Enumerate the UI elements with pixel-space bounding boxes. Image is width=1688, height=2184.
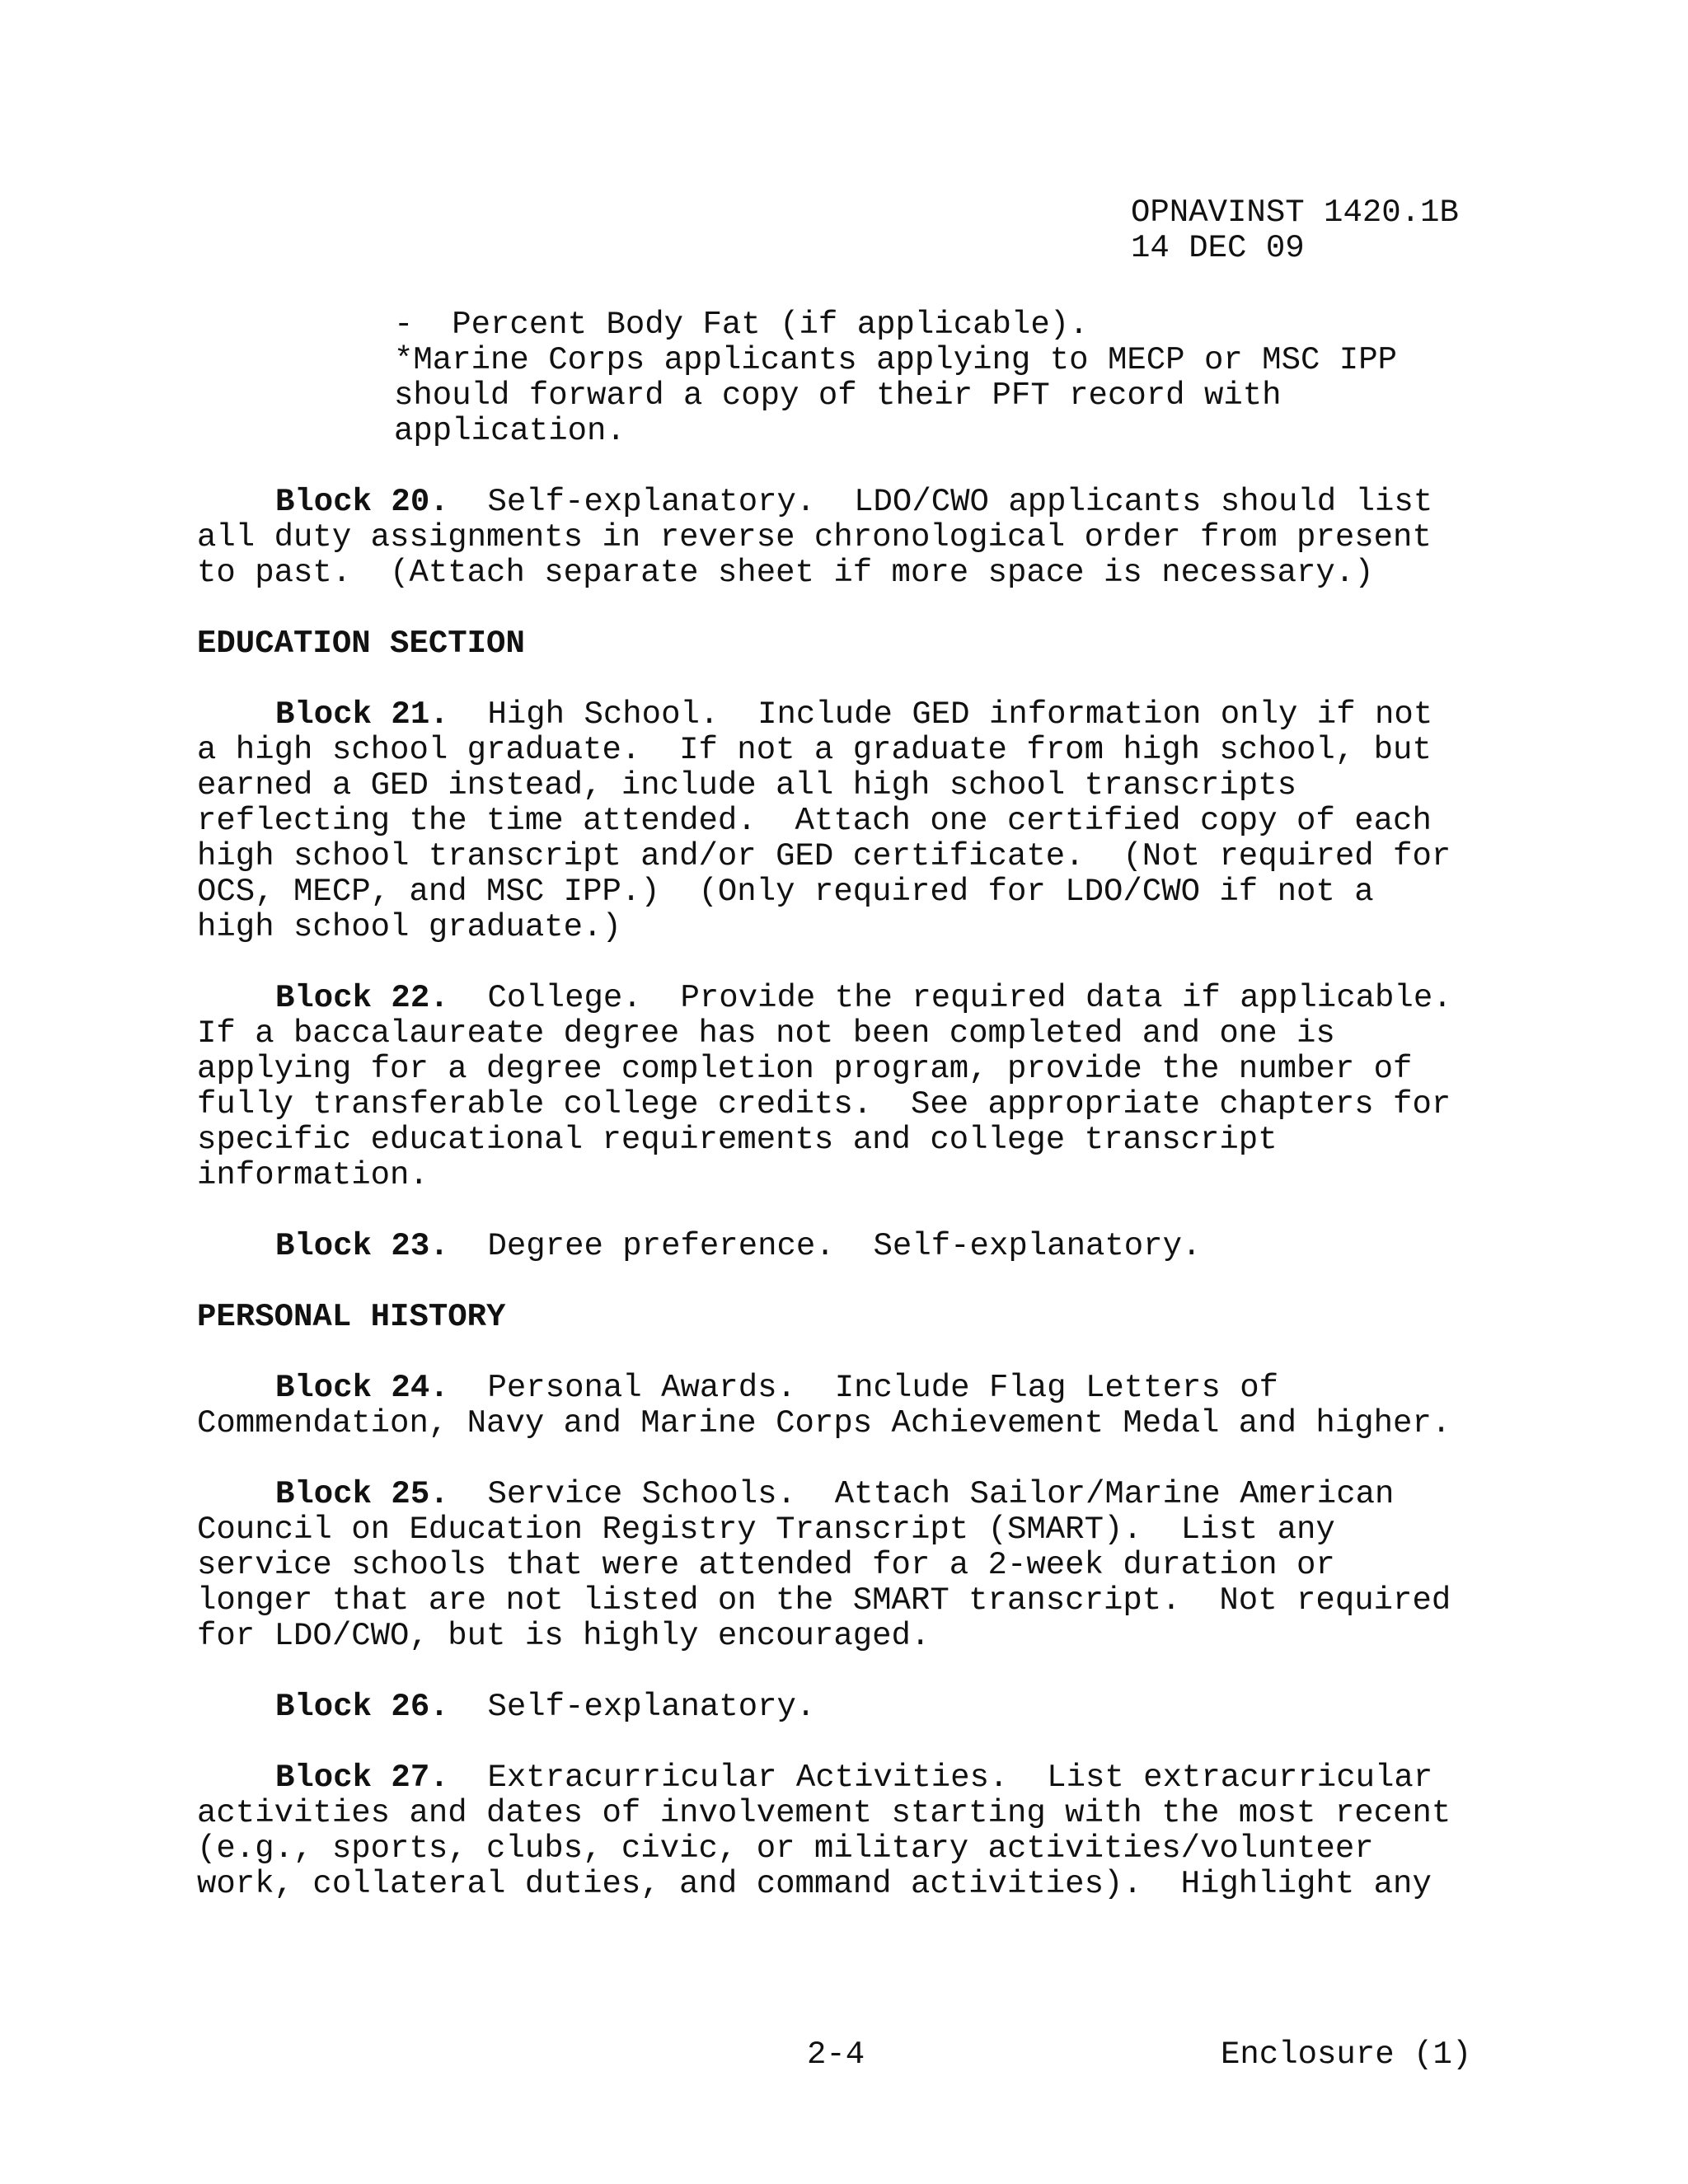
block-21-label: Block 21. xyxy=(275,696,449,733)
document-header xyxy=(1131,195,1459,266)
paragraph-line: a high school graduate. If not a graduate from high school, but xyxy=(197,732,1432,768)
paragraph-line: Council on Education Registry Transcript (SMART). List any xyxy=(197,1511,1335,1548)
block-26-text: Self-explanatory. xyxy=(448,1689,816,1725)
block-25-label: Block 25. xyxy=(275,1476,449,1512)
paragraph-line: information. xyxy=(197,1157,429,1193)
paragraph-line: activities and dates of involvement starting with the most recent xyxy=(197,1795,1451,1831)
paragraph-line: all duty assignments in reverse chronological order from present xyxy=(197,519,1432,555)
block-24-text: Personal Awards. Include Flag Letters of xyxy=(448,1370,1279,1406)
bullet-line: should forward a copy of their PFT record with xyxy=(394,377,1282,414)
paragraph-line: service schools that were attended for a 2-week duration or xyxy=(197,1547,1335,1583)
paragraph-line: If a baccalaureate degree has not been completed and one is xyxy=(197,1015,1335,1052)
block-22-paragraph xyxy=(197,981,1483,1193)
paragraph-line: earned a GED instead, include all high school transcripts xyxy=(197,767,1297,804)
paragraph-line: OCS, MECP, and MSC IPP.) (Only required for LDO/CWO if not a xyxy=(197,874,1374,910)
block-21-paragraph xyxy=(197,697,1483,945)
document-id: OPNAVINST 1420.1B xyxy=(1131,194,1459,231)
block-27-paragraph xyxy=(197,1760,1483,1902)
paragraph-line: work, collateral duties, and command activities). Highlight any xyxy=(197,1866,1432,1902)
block-22-label: Block 22. xyxy=(275,980,449,1016)
body-fat-bullet-block xyxy=(394,307,1483,449)
block-26-paragraph xyxy=(197,1690,1483,1725)
paragraph-line: reflecting the time attended. Attach one certified copy of each xyxy=(197,803,1432,839)
block-25-text: Service Schools. Attach Sailor/Marine American xyxy=(448,1476,1395,1512)
paragraph-line: specific educational requirements and college transcript xyxy=(197,1122,1278,1158)
document-date: 14 DEC 09 xyxy=(1131,230,1305,266)
block-23-label: Block 23. xyxy=(275,1228,449,1264)
bullet-line: - Percent Body Fat (if applicable). xyxy=(394,307,1089,343)
block-20-label: Block 20. xyxy=(275,484,449,520)
paragraph-line: (e.g., sports, clubs, civic, or military activities/volunteer xyxy=(197,1830,1374,1867)
block-23-paragraph xyxy=(197,1229,1483,1264)
paragraph-line: to past. (Attach separate sheet if more space is necessary.) xyxy=(197,555,1374,591)
block-25-paragraph xyxy=(197,1477,1483,1654)
paragraph-line: for LDO/CWO, but is highly encouraged. xyxy=(197,1618,931,1654)
block-24-paragraph xyxy=(197,1371,1483,1441)
block-24-label: Block 24. xyxy=(275,1370,449,1406)
block-22-text: College. Provide the required data if applicable. xyxy=(448,980,1452,1016)
block-27-text: Extracurricular Activities. List extracurricular xyxy=(448,1760,1433,1796)
bullet-line: *Marine Corps applicants applying to MECP or MSC IPP xyxy=(394,342,1397,378)
block-20-text: Self-explanatory. LDO/CWO applicants should list xyxy=(448,484,1433,520)
block-20-paragraph xyxy=(197,485,1483,591)
paragraph-line: high school graduate.) xyxy=(197,909,621,945)
bullet-line: application. xyxy=(394,413,626,449)
personal-history-heading: PERSONAL HISTORY xyxy=(197,1299,506,1335)
page-number: 2-4 xyxy=(807,2036,865,2073)
education-section-heading: EDUCATION SECTION xyxy=(197,626,525,662)
paragraph-line: fully transferable college credits. See appropriate chapters for xyxy=(197,1086,1451,1122)
page-body xyxy=(197,307,1483,1902)
block-23-text: Degree preference. Self-explanatory. xyxy=(448,1228,1202,1264)
block-26-label: Block 26. xyxy=(275,1689,449,1725)
paragraph-line: high school transcript and/or GED certificate. (Not required for xyxy=(197,838,1451,874)
block-21-text: High School. Include GED information only if not xyxy=(448,696,1433,733)
enclosure-label: Enclosure (1) xyxy=(1221,2036,1472,2073)
block-27-label: Block 27. xyxy=(275,1760,449,1796)
paragraph-line: Commendation, Navy and Marine Corps Achievement Medal and higher. xyxy=(197,1405,1451,1441)
paragraph-line: longer that are not listed on the SMART transcript. Not required xyxy=(197,1582,1451,1619)
paragraph-line: applying for a degree completion program, provide the number of xyxy=(197,1051,1413,1087)
